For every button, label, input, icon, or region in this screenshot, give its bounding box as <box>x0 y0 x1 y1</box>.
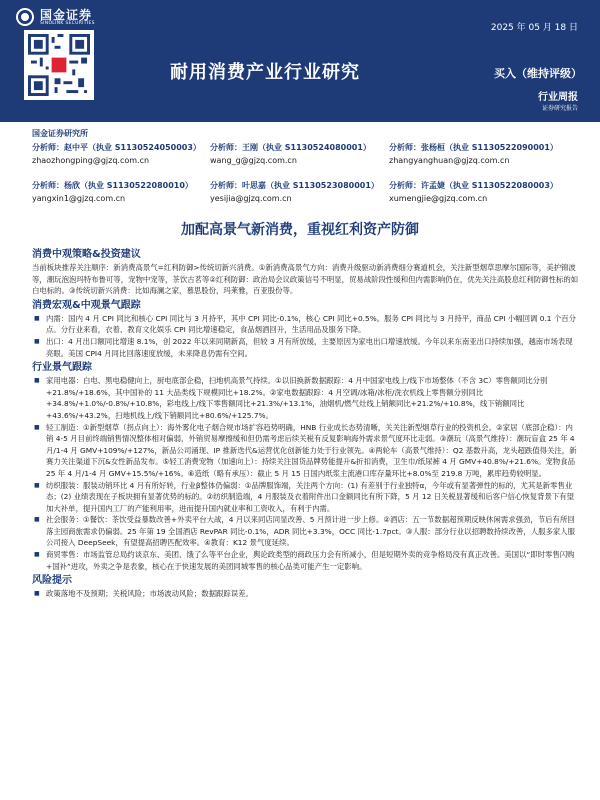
section-title-strategy: 消费中观策略&投资建议 <box>32 249 141 260</box>
report-header <box>0 0 600 122</box>
analyst-name: 分析师：张杨桓（执业 S1130522090001） <box>389 143 558 152</box>
strategy-paragraph: 当前板块推荐关注顺序：新消费高景气=红利防御>传统切新兴消费。①新消费高景气方向：消费升级驱动新消费细分赛道机会，关注新型烟草思摩尔国际等，美护锦波等，潮玩泡泡玛特布鲁可等，宠物中宠等，茶饮古茗等②红利防御：政治局会议政策信号不明显，贸易战阶段性缓和但内需影响仍在，优先关注高股息红利防御性标的如白电标的。③传统切新兴消费：比如海澜之家，慕思股份，玛莱雅，百亚股份等。 <box>32 263 579 296</box>
industry-bullet-retail: ■ 商贸零售：市场监管总局约谈京东、美团、饿了么等平台企业，舆论政类型的商政压力会有所减小，但是短期外卖的竞争格局没有真正改善。美国以“即时零售闪购+国补”进攻，外卖之争是表象，核心在于快速发展的美团同城零售的核心品类可能产生一定影响。 <box>32 549 580 572</box>
macro-bullet-export: ■ 出口：4 月出口额同比增速 8.1%，创 2022 年以来同期新高，但较 3 月有所放缓，主要原因为家电出口增速放缓。今年以来东南亚出口持续加强，越南市场表现亮眼。美国 CPI4 月同比回落速度放缓，未来降息仍需有空间。 <box>32 336 580 359</box>
analyst-row <box>32 179 592 217</box>
logo-icon <box>16 8 34 26</box>
analyst-name: 分析师：王刚（执业 S1130524080001） <box>210 143 371 152</box>
analyst-email[interactable]: yangxin1@gjzq.com.cn <box>32 194 126 203</box>
analyst-card <box>210 141 371 167</box>
analyst-name: 分析师：许孟婕（执业 S1130522080003） <box>389 181 558 190</box>
analyst-card <box>32 141 201 167</box>
analyst-email[interactable]: zhaozhongping@gjzq.com.cn <box>32 156 150 165</box>
section-title-macro: 消费宏观&中观景气跟踪 <box>32 299 141 311</box>
analyst-email[interactable]: zhangyanghuan@gjzq.com.cn <box>389 156 510 165</box>
logo-name: 国金证券 <box>40 8 93 22</box>
report-title: 耐用消费产业行业研究 <box>170 62 360 83</box>
section-title-industry: 行业景气跟踪 <box>32 362 92 374</box>
analyst-block <box>32 128 592 217</box>
analyst-email[interactable]: xumengjie@gjzq.com.cn <box>389 194 488 203</box>
institute-name: 国金证券研究所 <box>32 129 88 138</box>
analyst-name: 分析师：杨欣（执业 S1130522080010） <box>32 181 193 190</box>
analyst-email[interactable]: yesijia@gjzq.com.cn <box>210 194 292 203</box>
analyst-card <box>389 141 558 167</box>
analyst-name: 分析师：叶思嘉（执业 S1130523080001） <box>210 181 379 190</box>
report-headline: 加配高景气新消费，重视红利资产防御 <box>181 222 419 238</box>
rating-badge: 买入（维持评级） <box>494 67 582 80</box>
analyst-card <box>210 179 379 205</box>
analyst-card <box>32 179 193 205</box>
qr-code-icon <box>28 34 90 96</box>
section-title-risk: 风险提示 <box>32 575 72 587</box>
industry-bullet-light-industry: ■ 轻工制造：①新型烟草（拐点向上）：海外雾化电子烟合规市场扩容趋势明确，HNB 行业成长态势清晰，关关注新型烟草行业的投资机会。②家居（底部企稳）：内销 4-5 月目前终端销售情况整体相对偏弱，外销贸易摩擦缓和但仍需考虑后续关税有反复影响海外需求景气度环比走弱。③潮玩（高景气维持）：潮玩盲盒 25 年 4 月/1-4 月 GMV+109%/+127%，新品公司涌现、IP 推新迭代&运营优化创新能力处于行业领先。④两轮车（高景气维持）：Q2 基数升高，龙头超跌值得关注，新赛力关注渠道下沉&女性新品发布。⑤轻工消费宠物（加速向上）：持续关注国货品牌势能提升&折扣消费，卫生巾/纸尿裤 4 月 GMV+40.8%/+21.6%。宠物食品 25 年 4 月/1-4 月 GMV+15.5%/+16%。⑥造纸（略有承压）：截止 5 月 15 日国内纸浆主流港口库存量环比+8.0%至 219.8 万吨，累库趋势较明显。 <box>32 422 580 480</box>
analyst-card <box>389 179 558 205</box>
report-category: 证券研究报告 <box>541 105 578 112</box>
macro-bullet-domestic: ■ 内需：国内 4 月 CPI 同比和核心 CPI 同比与 3 月持平，其中 CPI 同比-0.1%，核心 CPI 同比+0.5%。服务 CPI 同比与 3 月持平，商品 CPI 小幅回调 0.1 个百分点。分行业来看，衣着、教育文化娱乐 CPI 同比增速稳定，食品烟酒回升，生活用品及服务下降。 <box>32 313 580 336</box>
industry-bullet-appliances: ■ 家用电器：白电、黑电稳健向上，厨电底部企稳，扫地机高景气持续。①以旧换新数据跟踪：4 月中国家电线上/线下市场整体（不含 3C）零售额同比分别+21.8%/+18.6%，其中国补的 11 大品类线下规模同比+18.2%。②家电数据跟踪：4 月空调/冰箱/冰柜/洗衣机线上零售额分别同比+34.8%/+1.0%/-0.8%/+10.8%，彩电线上/线下零售额同比+21.3%/+13.1%，油烟机/燃气灶线上销额同比+21.2%/+10.8%，线下销额同比+43.6%/+43.2%，扫地机线上/线下销额同比+80.6%/+125.7%。 <box>32 375 580 421</box>
logo-english: SINOLINK SECURITIES <box>40 21 95 26</box>
analyst-name: 分析师：赵中平（执业 S1130524050003） <box>32 143 201 152</box>
analyst-email[interactable]: wang_g@gjzq.com.cn <box>210 156 297 165</box>
report-date: 2025 年 05 月 18 日 <box>490 23 578 33</box>
report-type: 行业周报 <box>538 92 578 103</box>
company-logo <box>16 6 136 30</box>
industry-bullet-social-services: ■ 社会服务：①餐饮：茶饮受益暴数改善+外卖平台大战，4 月以来同店同显改善、5 月预计进一步上修。②酒店：五一节数据超预期反映休闲需求强劲，节后有所回落主园商旅需求仍偏弱。25 年第 19 全国酒店 RevPAR 同比-0.1%，ADR 同比+3.3%，OCC 同比-1.7pct。③人服：部分行业以招聘数持续改善，人服多家人服公司接入 DeepSeek，有望提高招聘匹配效率。④教育：K12 景气度延续。 <box>32 514 580 549</box>
industry-bullet-textile: ■ 纺织服装：服装动销环比 4 月有所好转，行业β整体仍偏弱：①品牌服饰端，关注两个方向：(1) 有差别于行业独特α，今年或有显著弹性的标的，尤其是新零售业态；(2) 业绩表现在子板块拥有显著优势的标的。②纺织制造端，4 月服装及衣着附件出口金额同比有所下降，5 月 12 日关税显著缓和后客户信心恢复背景下有望加大补单，提升国内工厂的产能利用率，进而提升国内就业率和工资收入，有利于内需。 <box>32 480 580 515</box>
qr-code <box>24 30 94 100</box>
analyst-row <box>32 141 592 179</box>
risk-bullet: ■ 政策落地不及预期；关税风险；市场波动风险；数据跟踪误差。 <box>32 588 580 600</box>
report-body <box>32 246 580 600</box>
